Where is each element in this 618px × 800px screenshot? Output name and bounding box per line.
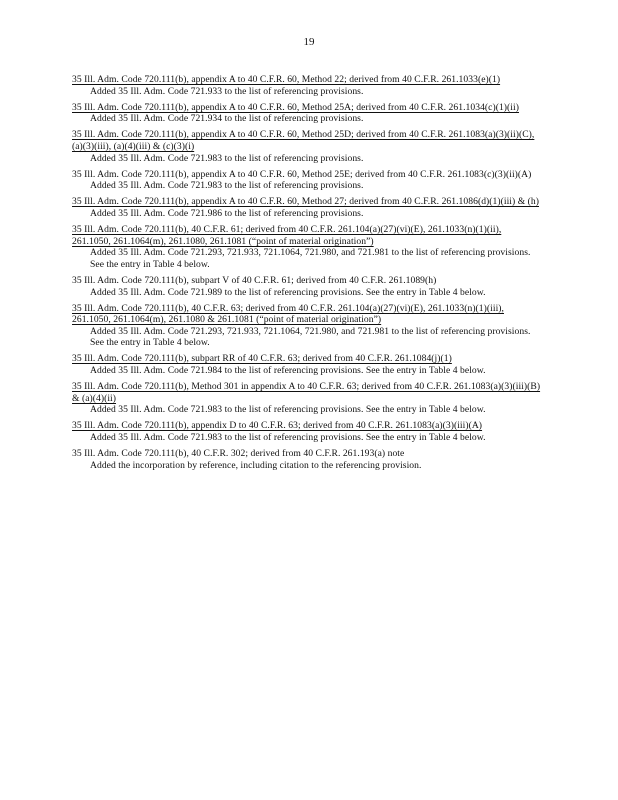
- list-item: [72, 129, 542, 164]
- entry-note: Added 35 Ill. Adm. Code 721.983 to the list of referencing provisions. See the entry in Table 4 below.: [90, 404, 486, 416]
- entry-note: Added 35 Ill. Adm. Code 721.984 to the list of referencing provisions. See the entry in Table 4 below.: [90, 365, 486, 377]
- entry-heading: 35 Ill. Adm. Code 720.111(b), appendix D to 40 C.F.R. 63; derived from 40 C.F.R. 261.1083(a)(3)(iii)(A): [72, 420, 483, 432]
- entry-heading: 35 Ill. Adm. Code 720.111(b), 40 C.F.R. 302; derived from 40 C.F.R. 261.193(a) note: [72, 448, 405, 460]
- entry-heading: 35 Ill. Adm. Code 720.111(b), 40 C.F.R. 61; derived from 40 C.F.R. 261.104(a)(27)(vi)(E), 261.1033(n)(1)(ii), 261.1050, 261.1064(m), 261.1080, 261.1081 (“point of material origination”): [72, 224, 502, 247]
- list-item: [72, 448, 542, 471]
- list-item: [72, 169, 542, 192]
- list-item: [72, 74, 542, 97]
- entry-heading: 35 Ill. Adm. Code 720.111(b), appendix A to 40 C.F.R. 60, Method 25A; derived from 40 C.F.R. 261.1034(c)(1)(ii): [72, 101, 519, 113]
- entry-note: Added 35 Ill. Adm. Code 721.293, 721.933, 721.1064, 721.980, and 721.981 to the list of referencing provisions. See the entry in Table 4 below.: [90, 325, 531, 349]
- entry-note: Added the incorporation by reference, including citation to the referencing provision.: [90, 459, 422, 471]
- entry-note: Added 35 Ill. Adm. Code 721.989 to the list of referencing provisions. See the entry in Table 4 below.: [90, 286, 486, 298]
- list-item: [72, 420, 542, 443]
- list-item: [72, 224, 542, 270]
- entry-note: Added 35 Ill. Adm. Code 721.934 to the list of referencing provisions.: [90, 113, 364, 125]
- entry-heading: 35 Ill. Adm. Code 720.111(b), subpart V of 40 C.F.R. 61; derived from 40 C.F.R. 261.1089(h): [72, 274, 437, 286]
- entry-list: [72, 74, 542, 476]
- entry-note: Added 35 Ill. Adm. Code 721.983 to the list of referencing provisions. See the entry in Table 4 below.: [90, 432, 486, 444]
- entry-heading: 35 Ill. Adm. Code 720.111(b), appendix A to 40 C.F.R. 60, Method 25D; derived from 40 C.F.R. 261.1083(a)(3)(ii)(C), (a)(3)(iii), (a)(4)(iii) & (c)(3)(i): [72, 129, 535, 152]
- list-item: [72, 353, 542, 376]
- list-item: [72, 196, 542, 219]
- list-item: [72, 102, 542, 125]
- page-number: 19: [303, 36, 315, 48]
- entry-note: Added 35 Ill. Adm. Code 721.293, 721.933, 721.1064, 721.980, and 721.981 to the list of referencing provisions. See the entry in Table 4 below.: [90, 247, 531, 270]
- entry-note: Added 35 Ill. Adm. Code 721.986 to the list of referencing provisions.: [90, 207, 364, 219]
- entry-heading: 35 Ill. Adm. Code 720.111(b), appendix A to 40 C.F.R. 60, Method 22; derived from 40 C.F.R. 261.1033(e)(1): [72, 74, 501, 85]
- entry-note: Added 35 Ill. Adm. Code 721.983 to the list of referencing provisions.: [90, 152, 364, 164]
- entry-heading: 35 Ill. Adm. Code 720.111(b), subpart RR of 40 C.F.R. 63; derived from 40 C.F.R. 261.1084(j)(1): [72, 353, 452, 365]
- entry-heading: 35 Ill. Adm. Code 720.111(b), Method 301 in appendix A to 40 C.F.R. 63; derived from 40 C.F.R. 261.1083(a)(3)(iii)(B) & (a)(4)(ii): [72, 381, 541, 404]
- list-item: [72, 381, 542, 416]
- entry-heading: 35 Ill. Adm. Code 720.111(b), appendix A to 40 C.F.R. 60, Method 25E; derived from 40 C.F.R. 261.1083(c)(3)(ii)(A): [72, 168, 532, 180]
- entry-heading: 35 Ill. Adm. Code 720.111(b), appendix A to 40 C.F.R. 60, Method 27; derived from 40 C.F.R. 261.1086(d)(1)(iii) & (h): [72, 196, 539, 208]
- entry-note: Added 35 Ill. Adm. Code 721.933 to the list of referencing provisions.: [90, 85, 364, 97]
- list-item: [72, 275, 542, 298]
- list-item: [72, 303, 542, 349]
- entry-heading: 35 Ill. Adm. Code 720.111(b), 40 C.F.R. 63; derived from 40 C.F.R. 261.104(a)(27)(vi)(E), 261.1033(n)(1)(iii), 261.1050, 261.1064(m), 261.1080 & 261.1081 (“point of material origination”): [72, 302, 504, 326]
- entry-note: Added 35 Ill. Adm. Code 721.983 to the list of referencing provisions.: [90, 180, 364, 192]
